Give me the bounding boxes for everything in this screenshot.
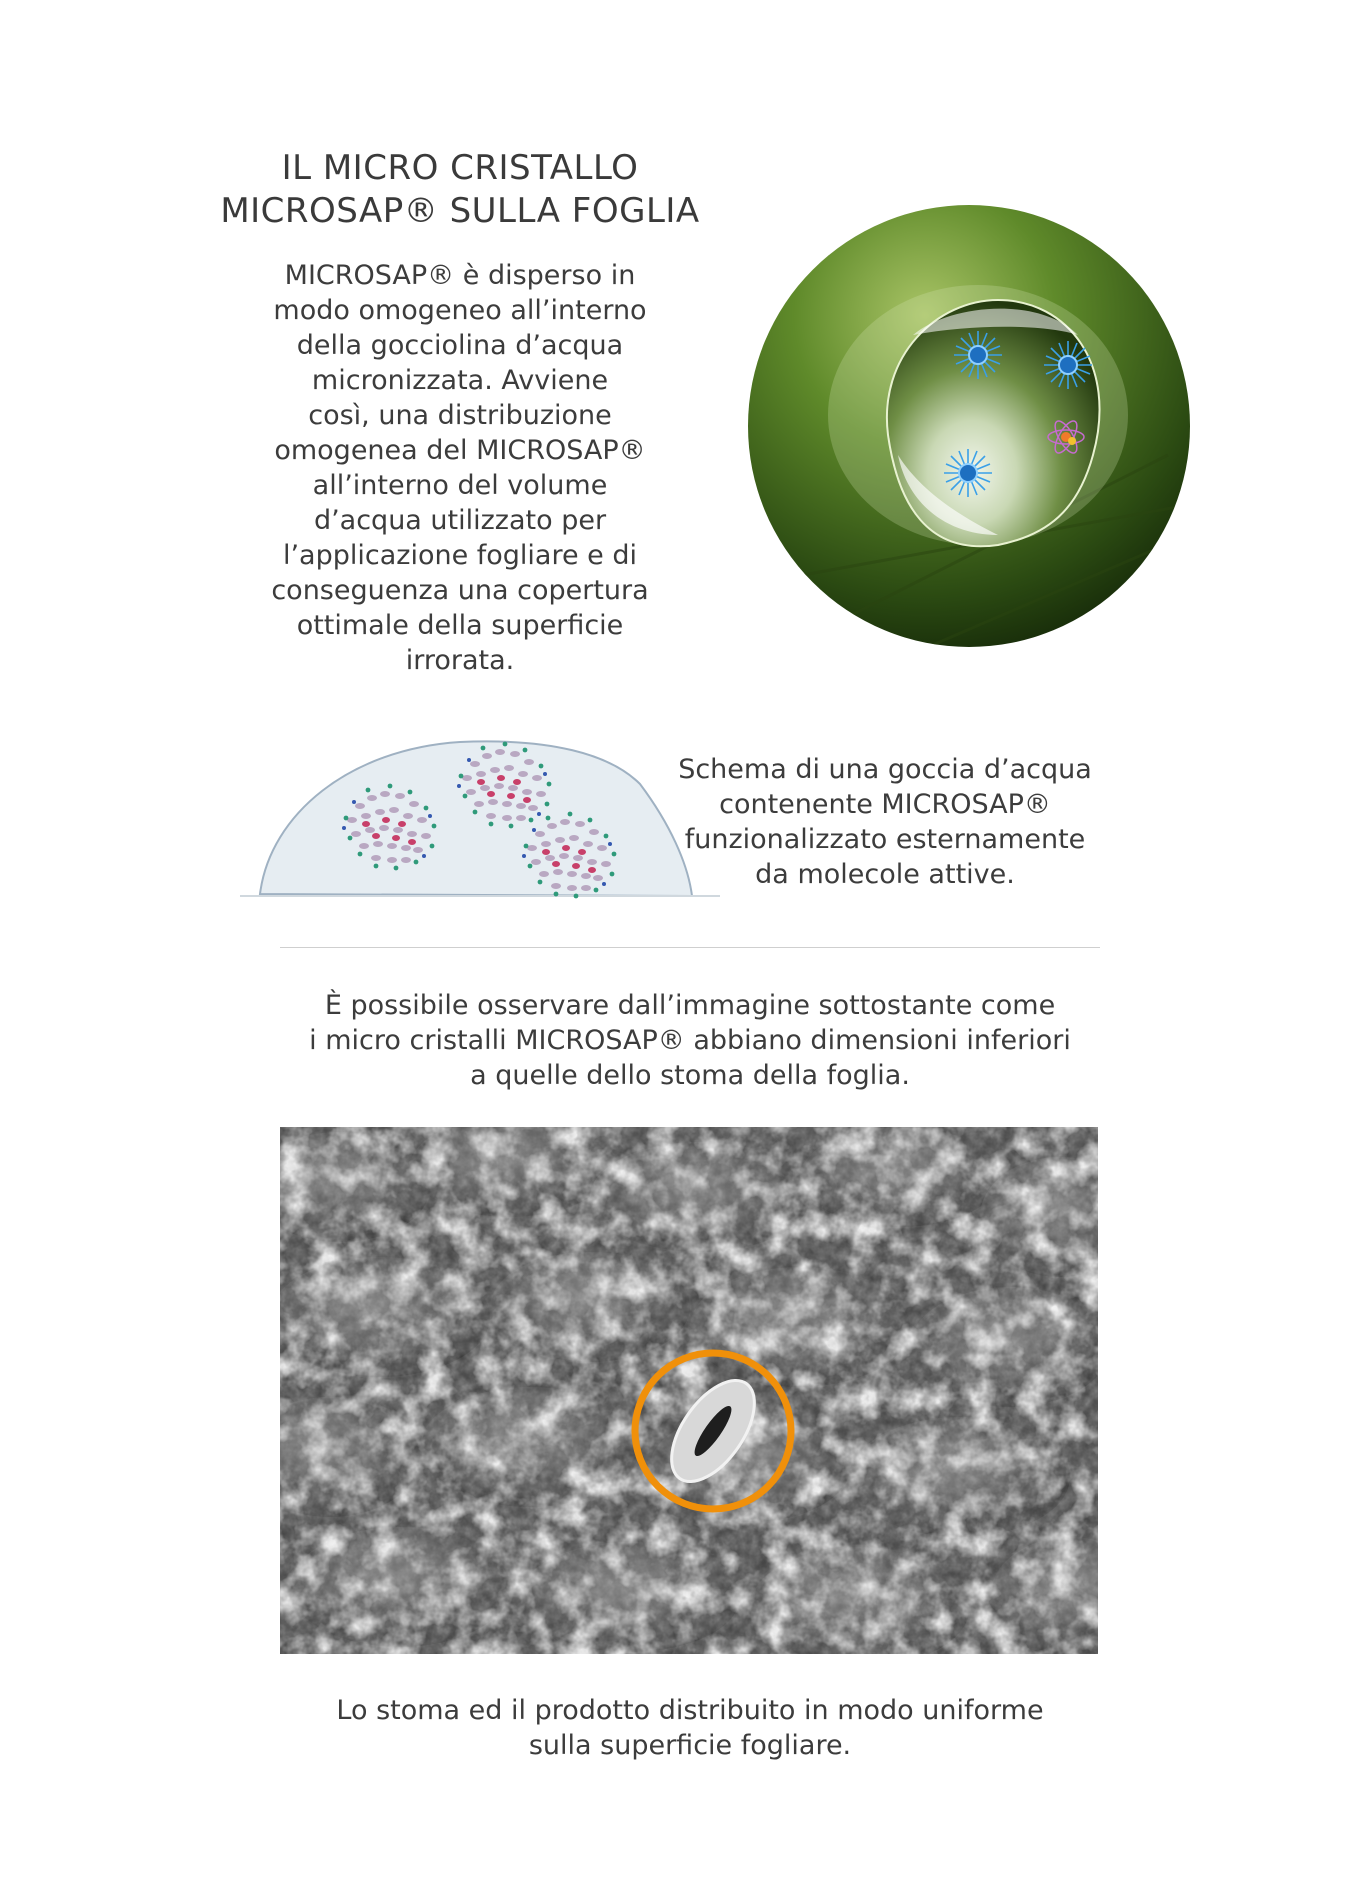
- photo-caption-line: sulla superficie fogliare.: [528, 1730, 852, 1761]
- intro-line: l’applicazione fogliare e di: [282, 540, 638, 571]
- section-divider: [280, 947, 1100, 948]
- intro-line: omogenea del MICROSAP®: [274, 435, 646, 466]
- intro-line: micronizzata. Avviene: [311, 365, 609, 396]
- photo-caption: [250, 1693, 1130, 1763]
- schema-caption-line: funzionalizzato esternamente: [684, 824, 1086, 855]
- sem-leaf-surface-photo: [280, 1127, 1098, 1654]
- title-line-1: IL MICRO CRISTALLO: [281, 148, 639, 188]
- title-line-2: MICROSAP® SULLA FOGLIA: [220, 191, 700, 231]
- paragraph-line: i micro cristalli MICROSAP® abbiano dimensioni inferiori: [309, 1025, 1071, 1056]
- photo-caption-line: Lo stoma ed il prodotto distribuito in modo uniforme: [336, 1695, 1044, 1726]
- droplet-schema-sketch: [240, 724, 720, 914]
- intro-line: così, una distribuzione: [308, 400, 612, 431]
- intro-line: ottimale della superficie: [296, 610, 624, 641]
- schema-caption-line: da molecole attive.: [755, 859, 1015, 890]
- paragraph-line: È possibile osservare dall’immagine sottostante come: [324, 990, 1056, 1021]
- comparison-paragraph: [230, 988, 1150, 1093]
- schema-caption: [650, 752, 1120, 892]
- intro-line: d’acqua utilizzato per: [313, 505, 607, 536]
- intro-line: conseguenza una copertura: [271, 575, 649, 606]
- intro-line: all’interno del volume: [312, 470, 608, 501]
- intro-text: [250, 258, 670, 678]
- schema-caption-line: contenente MICROSAP®: [719, 789, 1051, 820]
- paragraph-line: a quelle dello stoma della foglia.: [470, 1060, 910, 1091]
- intro-line: modo omogeneo all’interno: [273, 295, 647, 326]
- droplet-on-leaf-photo: [748, 205, 1190, 647]
- page-title: [200, 147, 720, 233]
- intro-line: della gocciolina d’acqua: [296, 330, 624, 361]
- intro-line: MICROSAP® è disperso in: [284, 260, 636, 291]
- schema-caption-line: Schema di una goccia d’acqua: [678, 754, 1092, 785]
- intro-line: irrorata.: [405, 645, 515, 676]
